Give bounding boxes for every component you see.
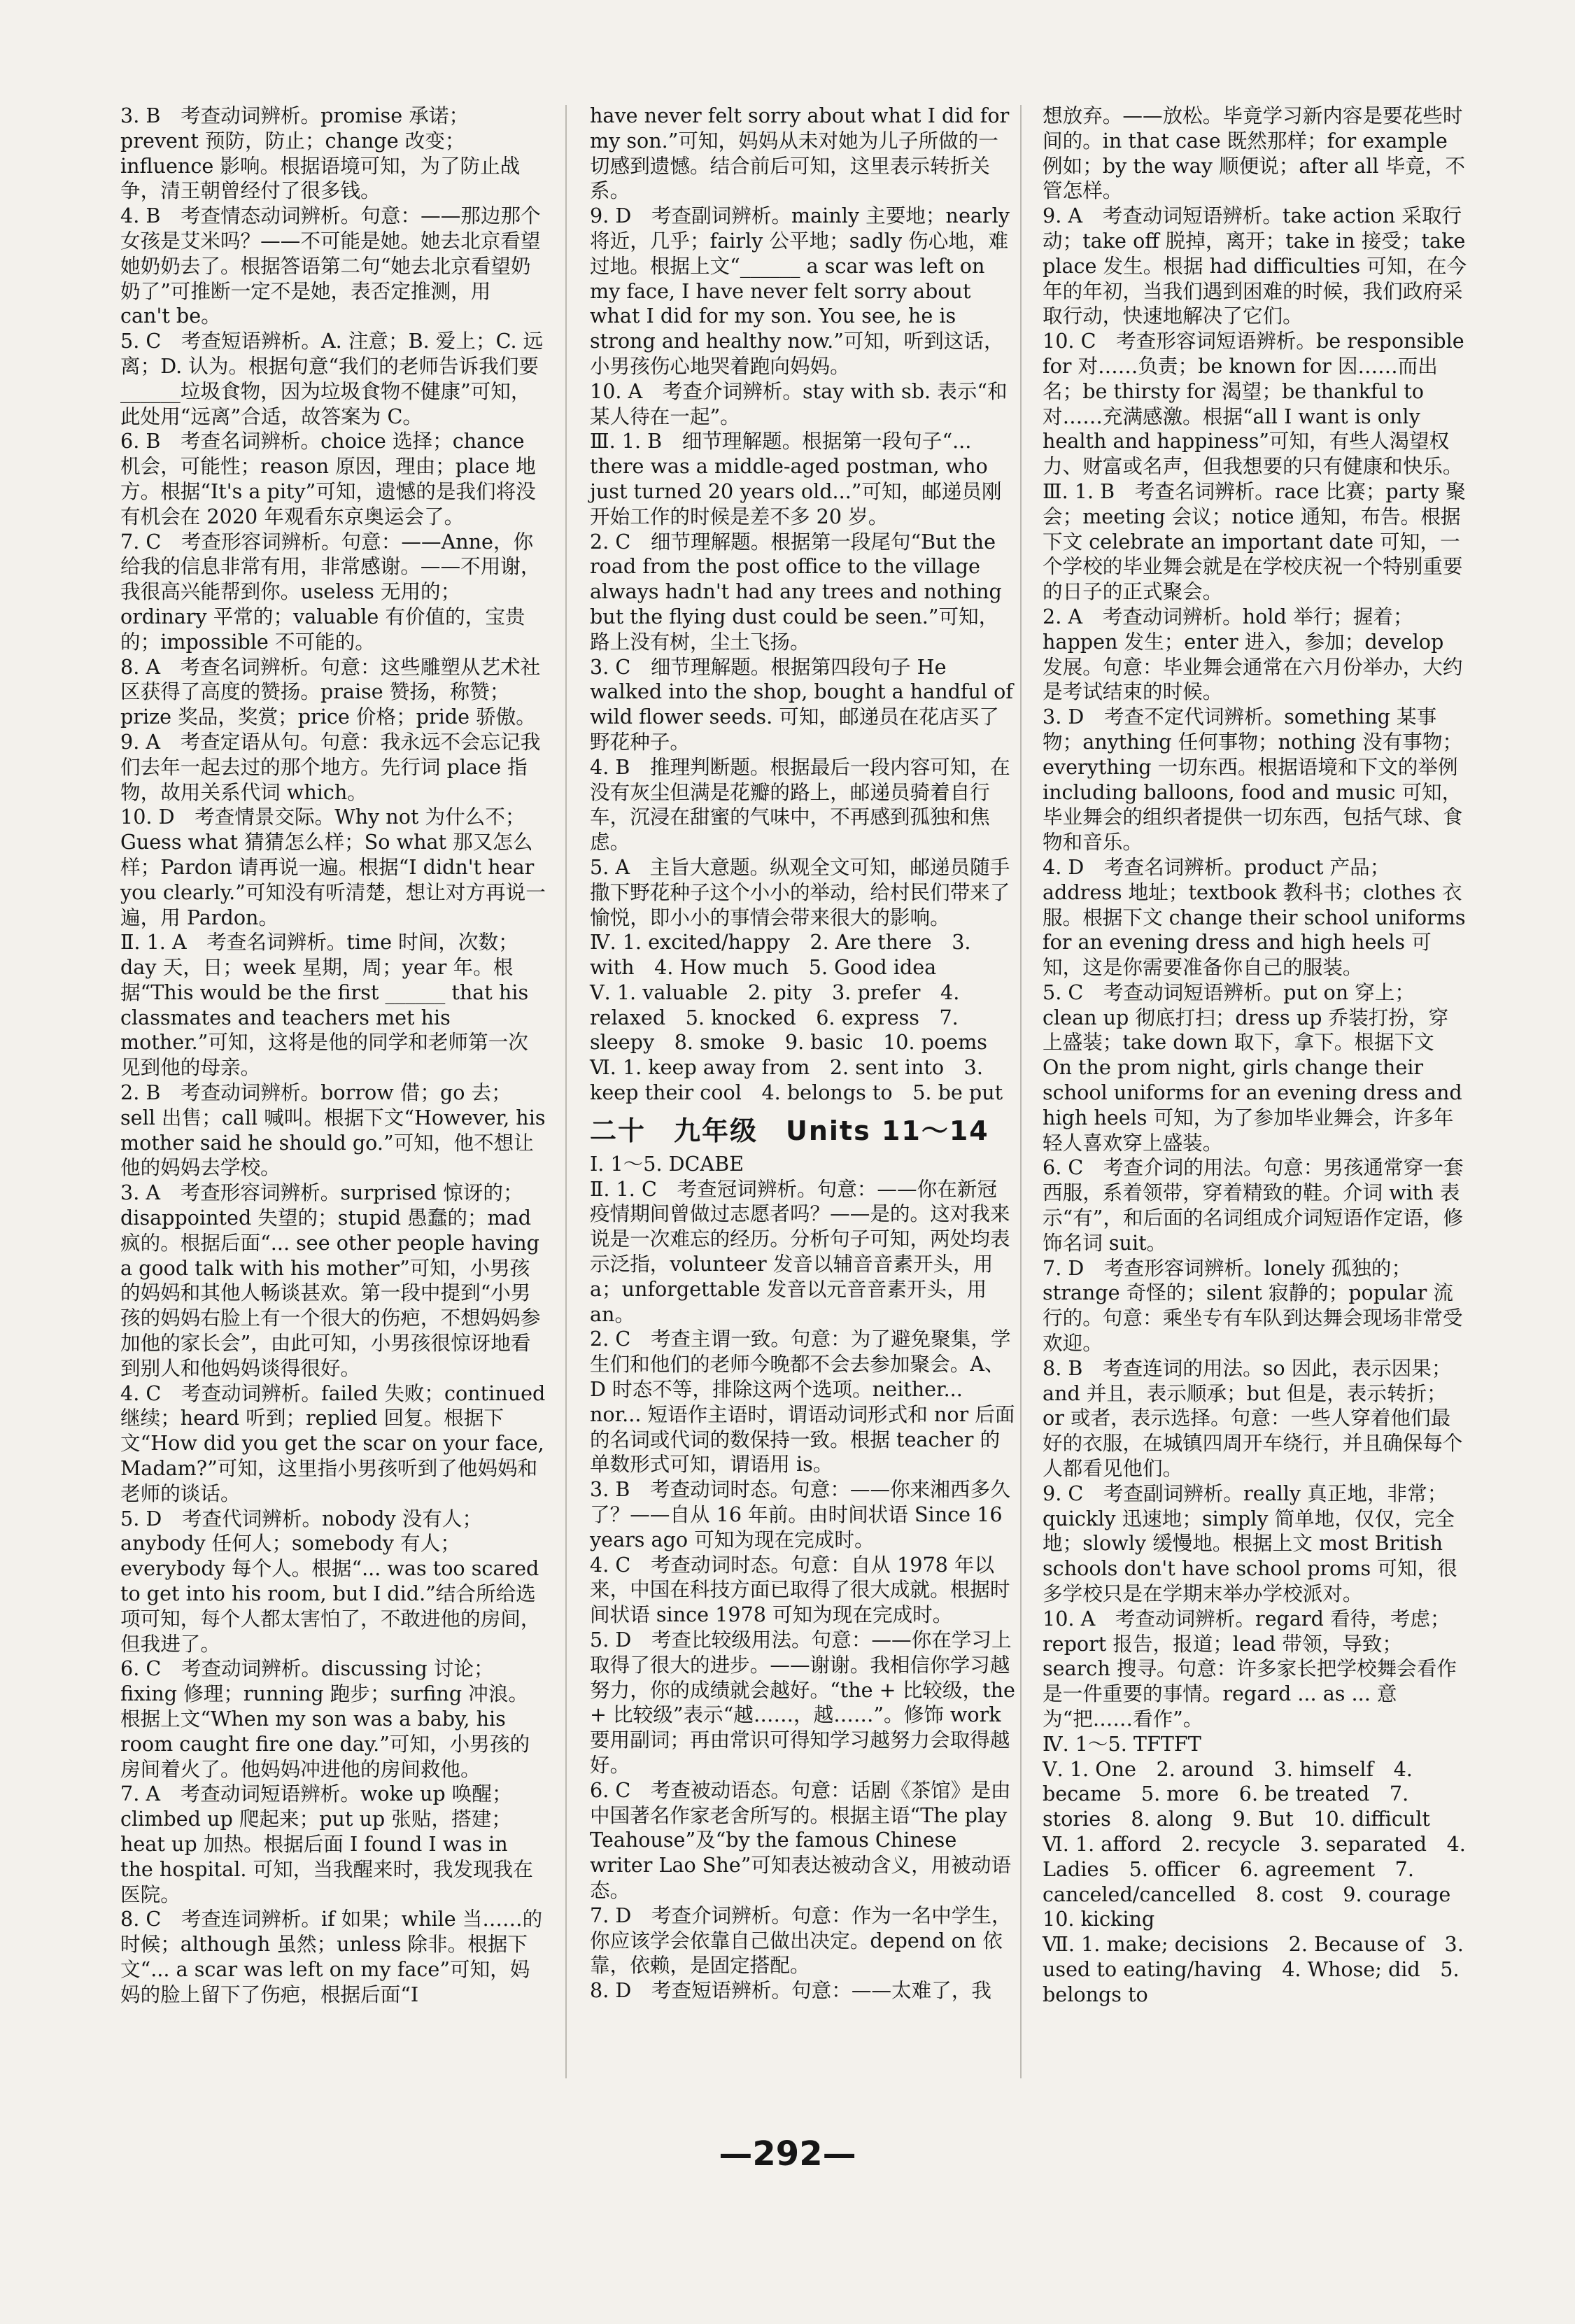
answer-paragraph: 5. D 考查代词辨析。nobody 没有人；anybody 任何人；somebody 有人；everybody 每个人。根据“... was too scared to get into his room, but I did.”结合所给选项可知，每个人都太害怕了，不敢进他的房间，但我进了。 [120,1506,541,1656]
answer-paragraph: 6. C 考查介词的用法。句意：男孩通常穿一套西服，系着领带，穿着精致的鞋。介词 with 表示“有”，和后面的名词组成介词短语作定语，修饰名词 suit。 [1043,1155,1464,1255]
answer-paragraph: Ⅱ. 1. A 考查名词辨析。time 时间，次数；day 天，日；week 星期，周；year 年。根据“This would be the first ______ that his classmates and teachers met his mother.”可知，这将是他的同学和老师第一次见到他的母亲。 [120,930,529,1080]
answer-paragraph: 2. C 细节理解题。根据第一段尾句“But the road from the post office to the village always hadn't had any trees and nothing but the flying dust could be seen.”可知，路上没有树，尘土飞扬。 [590,529,1002,654]
answer-paragraph: 10. A 考查动词辨析。regard 看待，考虑；report 报告，报道；lead 带领，导致；search 搜寻。句意：许多家长把学校舞会看作是一件重要的事情。regard ... as ... 意为“把……看作”。 [1043,1606,1457,1731]
answer-paragraph: 5. D 考查比较级用法。句意：——你在学习上取得了很大的进步。——谢谢。我相信你学习越努力，你的成绩就会越好。“the + 比较级，the + 比较级”表示“越……，越……”。修饰 work 要用副词；再由常识可得知学习越努力会取得越好。 [590,1628,1015,1777]
answer-paragraph: 7. D 考查介词辨析。句意：作为一名中学生，你应该学会依靠自己做出决定。depend on 依靠，依赖，是固定搭配。 [590,1903,1012,1978]
answer-paragraph: Ⅴ. 1. valuable 2. pity 3. prefer 4. relaxed 5. knocked 6. express 7. sleepy 8. smoke 9. basic 10. poems [590,980,987,1055]
answer-paragraph: 6. C 考查动词辨析。discussing 讨论；fixing 修理；running 跑步；surfing 冲浪。根据上文“When my son was a baby, his room caught fire one day.”可知，小男孩的房间着火了。他妈妈冲进他的房间救他。 [120,1656,530,1781]
answer-paragraph: 9. C 考查副词辨析。really 真正地，非常；quickly 迅速地；simply 简单地，仅仅，完全地；slowly 缓慢地。根据上文 most British schools don't have school proms 可知，很多学校只是在学期末举办学校派对。 [1043,1481,1457,1606]
answer-paragraph: 9. A 考查动词短语辨析。take action 采取行动；take off 脱掉，离开；take in 接受；take place 发生。根据 had difficulties 可知，在今年的年初，当我们遇到困难的时候，我们政府采取行动，快速地解决了它们。 [1043,204,1467,328]
answer-paragraph: Ⅱ. 1. C 考查冠词辨析。句意：——你在新冠疫情期间曾做过志愿者吗？——是的。这对我来说是一次难忘的经历。分析句子可知，两处均表示泛指，volunteer 发音以辅音音素开头，用 a；unforgettable 发音以元音音素开头，用 an。 [590,1176,1010,1326]
answer-paragraph: 7. A 考查动词短语辨析。woke up 唤醒；climbed up 爬起来；put up 张贴，搭建；heat up 加热。根据后面 I found I was in the hospital. 可知，当我醒来时，我发现我在医院。 [120,1782,533,1906]
answer-column-middle [590,104,1015,2003]
answer-paragraph: 2. A 考查动词辨析。hold 举行；握着；happen 发生；enter 进入，参加；develop 发展。句意：毕业舞会通常在六月份举办，大约是考试结束的时候。 [1043,604,1463,704]
answer-paragraph: Ⅰ. 1～5. DCABE [590,1151,744,1176]
answer-paragraph: 4. B 考查情态动词辨析。句意：——那边那个女孩是艾米吗？——不可能是她。她去北京看望她奶奶去了。根据答语第二句“她去北京看望奶奶了”可推断一定不是她，表否定推测，用 can't be。 [120,204,541,328]
answer-column-left [120,104,546,2008]
answer-paragraph: 3. C 细节理解题。根据第四段句子 He walked into the shop, bought a handful of wild flower seeds. 可知，邮递员在花店买了野花种子。 [590,654,1013,754]
answer-paragraph: 6. C 考查被动语态。句意：话剧《茶馆》是由中国著名作家老舍所写的。根据主语“The play Teahouse”及“by the famous Chinese writer Lao She”可知表达被动含义，用被动语态。 [590,1777,1012,1902]
answer-paragraph: 7. C 考查形容词辨析。句意：——Anne，你给我的信息非常有用，非常感谢。——不用谢，我很高兴能帮到你。useless 无用的；ordinary 平常的；valuable 有价值的，宝贵的；impossible 不可能的。 [120,529,541,654]
answer-paragraph: 想放弃。——放松。毕竟学习新内容是要花些时间的。in that case 既然那样；for example 例如；by the way 顺便说；after all 毕竟，不管怎样。 [1043,104,1465,203]
answer-paragraph: Ⅴ. 1. One 2. around 3. himself 4. became 5. more 6. be treated 7. stories 8. along 9. But 10. difficult [1043,1756,1430,1831]
answer-paragraph: 4. C 考查动词辨析。failed 失败；continued 继续；heard 听到；replied 回复。根据下文“How did you get the scar on your face, Madam?”可知，这里指小男孩听到了他妈妈和老师的谈话。 [120,1381,546,1505]
answer-paragraph: Ⅳ. 1～5. TFTFT [1043,1731,1201,1756]
answer-paragraph: 10. A 考查介词辨析。stay with sb. 表示“和某人待在一起”。 [590,379,1008,428]
answer-paragraph: 3. B 考查动词时态。句意：——你来湘西多久了？——自从 16 年前。由时间状语 Since 16 years ago 可知为现在完成时。 [590,1477,1010,1551]
answer-paragraph: 8. B 考查连词的用法。so 因此，表示因果；and 并且，表示顺承；but 但是，表示转折；or 或者，表示选择。句意：一些人穿着他们最好的衣服，在城镇四周开车绕行，并且确保每个人都看见他们。 [1043,1355,1463,1481]
answer-paragraph: 2. C 考查主谓一致。句意：为了避免聚集，学生们和他们的老师今晚都不会去参加聚会。A、D 时态不等，排除这两个选项。neither... nor... 短语作主语时，谓语动词形式和 nor 后面的名词或代词的数保持一致。根据 teacher 的单数形式可知，谓语用 is。 [590,1327,1015,1477]
answer-paragraph: Ⅲ. 1. B 细节理解题。根据第一段句子“... there was a middle-aged postman, who just turned 20 years old...”可知，邮递员刚开始工作的时候是差不多 20 岁。 [590,429,1002,528]
answer-paragraph: 8. A 考查名词辨析。句意：这些雕塑从艺术社区获得了高度的赞扬。praise 赞扬，称赞；prize 奖品，奖赏；price 价格；pride 骄傲。 [120,654,541,729]
answer-paragraph: 2. B 考查动词辨析。borrow 借；go 去；sell 出售；call 喊叫。根据下文“However, his mother said he should go.”可知，他不想让他的妈妈去学校。 [120,1080,546,1180]
answer-paragraph: 9. A 考查定语从句。句意：我永远不会忘记我们去年一起去过的那个地方。先行词 place 指物，故用关系代词 which。 [120,729,541,804]
answer-paragraph: 8. C 考查连词辨析。if 如果；while 当……的时候；although 虽然；unless 除非。根据下文“... a scar was left on my face”可知，妈妈的脸上留下了伤疤，根据后面“I [120,1907,543,2006]
page-number: —292— [719,2134,856,2174]
answer-paragraph: Ⅶ. 1. make; decisions 2. Because of 3. used to eating/having 4. Whose; did 5. belongs to [1043,1932,1464,2006]
answer-paragraph: 9. D 考查副词辨析。mainly 主要地；nearly 将近，几乎；fairly 公平地；sadly 伤心地，难过地。根据上文“______ a scar was left on my face, I have never felt sorry about what I did for my son. You see, he is strong and healthy now.”可知，听到这话，小男孩伤心地哭着跑向妈妈。 [590,204,1010,378]
answer-paragraph: Ⅲ. 1. B 考查名词辨析。race 比赛；party 聚会；meeting 会议；notice 通知，布告。根据下文 celebrate an important date 可知，一个学校的毕业舞会就是在学校庆祝一个特别重要的日子的正式聚会。 [1043,479,1466,604]
column-divider [565,105,567,2078]
answer-paragraph: Ⅵ. 1. afford 2. recycle 3. separated 4. Ladies 5. officer 6. agreement 7. canceled/cancelled 8. cost 9. courage 10. kicking [1043,1831,1471,1931]
answer-column-right [1043,104,1471,2008]
answer-paragraph: 5. A 主旨大意题。纵观全文可知，邮递员随手撒下野花种子这个小小的举动，给村民们带来了愉悦，即小小的事情会带来很大的影响。 [590,854,1010,929]
answer-paragraph: 3. A 考查形容词辨析。surprised 惊讶的；disappointed 失望的；stupid 愚蠢的；mad 疯的。根据后面“... see other people having a good talk with his mother”可知，小男孩的妈妈和其他人畅谈甚欢。第一段中提到“小男孩的妈妈右脸上有一个很大的伤疤，不想妈妈参加他的家长会”，由此可知，小男孩很惊讶地看到别人和他妈妈谈得很好。 [120,1181,541,1380]
answer-paragraph: Ⅵ. 1. keep away from 2. sent into 3. keep their cool 4. belongs to 5. be put [590,1055,1003,1105]
column-divider [1020,105,1022,2078]
answer-paragraph: 4. C 考查动词时态。句意：自从 1978 年以来，中国在科技方面已取得了很大成就。根据时间状语 since 1978 可知为现在完成时。 [590,1552,1010,1627]
answer-paragraph: have never felt sorry about what I did for my son.”可知，妈妈从未对她为儿子所做的一切感到遗憾。结合前后可知，这里表示转折关系。 [590,104,1010,203]
answer-paragraph: 4. D 考查名词辨析。product 产品；address 地址；textbook 教科书；clothes 衣服。根据下文 change their school uniforms for an evening dress and high heels 可知，这是你需要准备你自己的服装。 [1043,854,1466,980]
answer-paragraph: 8. D 考查短语辨析。句意：——太难了，我 [590,1978,991,2003]
answer-paragraph: 10. C 考查形容词短语辨析。be responsible for 对……负责；be known for 因……而出名；be thirsty for 渴望；be thankful to 对……充满感激。根据“all I want is only health and happiness”可知，有些人渴望权力、财富或名声，但我想要的只有健康和快乐。 [1043,329,1464,479]
answer-paragraph: Ⅳ. 1. excited/happy 2. Are there 3. with 4. How much 5. Good idea [590,930,971,980]
answer-paragraph: 5. C 考查短语辨析。A. 注意；B. 爱上；C. 远离；D. 认为。根据句意“我们的老师告诉我们要______垃圾食物，因为垃圾食物不健康”可知，此处用“远离”合适，故答案为 C。 [120,329,544,428]
answer-paragraph: 7. D 考查形容词辨析。lonely 孤独的；strange 奇怪的；silent 寂静的；popular 流行的。句意：乘坐专有车队到达舞会现场非常受欢迎。 [1043,1255,1463,1355]
section-heading: 二十 九年级 Units 11～14 [590,1115,989,1146]
answer-paragraph: 3. D 考查不定代词辨析。something 某事物；anything 任何事物；nothing 没有事物；everything 一切东西。根据语境和下文的举例 including balloons, food and music 可知，毕业舞会的组织者提供一切东西，包括气球、食物和音乐。 [1043,705,1463,854]
answer-paragraph: 4. B 推理判断题。根据最后一段内容可知，在没有灰尘但满是花瓣的路上，邮递员骑着自行车，沉浸在甜蜜的气味中，不再感到孤独和焦虑。 [590,754,1010,854]
answer-paragraph: 3. B 考查动词辨析。promise 承诺；prevent 预防，防止；change 改变；influence 影响。根据语境可知，为了防止战争，清王朝曾经付了很多钱。 [120,104,521,203]
answer-paragraph: 6. B 考查名词辨析。choice 选择；chance 机会，可能性；reason 原因，理由；place 地方。根据“It's a pity”可知，遗憾的是我们将没有机会在 2020 年观看东京奥运会了。 [120,429,536,528]
answer-paragraph: 5. C 考查动词短语辨析。put on 穿上；clean up 彻底打扫；dress up 乔装打扮，穿上盛装；take down 取下，拿下。根据下文 On the prom night, girls change their school uniforms for an evening dress and high heels 可知，为了参加毕业舞会，许多年轻人喜欢穿上盛装。 [1043,980,1462,1155]
answer-paragraph: 10. D 考查情景交际。Why not 为什么不；Guess what 猜猜怎么样；So what 那又怎么样；Pardon 请再说一遍。根据“I didn't hear you clearly.”可知没有听清楚，想让对方再说一遍，用 Pardon。 [120,805,546,929]
